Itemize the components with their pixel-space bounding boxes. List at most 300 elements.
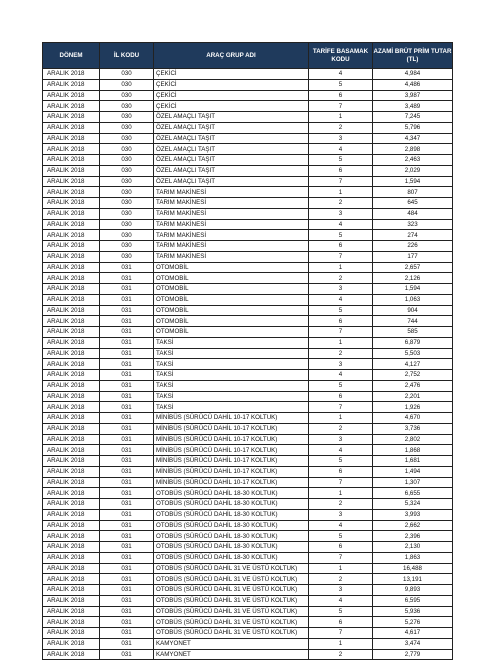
cell-il-kodu: 031 — [100, 628, 154, 639]
cell-arac-grup-adi: TAKSİ — [154, 337, 309, 348]
cell-donem: ARALIK 2018 — [43, 649, 100, 660]
cell-arac-grup-adi: TAKSİ — [154, 348, 309, 359]
cell-azami-prim: 3,474 — [373, 638, 453, 649]
cell-azami-prim: 2,802 — [373, 434, 453, 445]
table-row — [43, 348, 453, 359]
cell-donem: ARALIK 2018 — [43, 477, 100, 488]
cell-donem: ARALIK 2018 — [43, 79, 100, 90]
header-row — [43, 43, 453, 69]
cell-il-kodu: 031 — [100, 284, 154, 295]
table-row — [43, 79, 453, 90]
cell-donem: ARALIK 2018 — [43, 251, 100, 262]
cell-il-kodu: 031 — [100, 305, 154, 316]
cell-tarife-kodu: 2 — [309, 122, 373, 133]
cell-donem: ARALIK 2018 — [43, 101, 100, 112]
cell-donem: ARALIK 2018 — [43, 198, 100, 209]
cell-tarife-kodu: 2 — [309, 649, 373, 660]
cell-arac-grup-adi: KAMYONET — [154, 649, 309, 660]
cell-arac-grup-adi: OTOBÜS (SÜRÜCÜ DAHİL 18-30 KOLTUK) — [154, 542, 309, 553]
cell-donem: ARALIK 2018 — [43, 273, 100, 284]
cell-tarife-kodu: 2 — [309, 198, 373, 209]
tariff-table — [42, 42, 453, 660]
table-row — [43, 359, 453, 370]
cell-azami-prim: 4,670 — [373, 413, 453, 424]
cell-azami-prim: 3,736 — [373, 423, 453, 434]
cell-arac-grup-adi: ÇEKİCİ — [154, 101, 309, 112]
cell-tarife-kodu: 7 — [309, 176, 373, 187]
cell-tarife-kodu: 7 — [309, 402, 373, 413]
cell-arac-grup-adi: TAKSİ — [154, 402, 309, 413]
table-row — [43, 284, 453, 295]
cell-il-kodu: 031 — [100, 327, 154, 338]
cell-donem: ARALIK 2018 — [43, 348, 100, 359]
cell-azami-prim: 807 — [373, 187, 453, 198]
table-row — [43, 563, 453, 574]
cell-tarife-kodu: 7 — [309, 327, 373, 338]
table-row — [43, 262, 453, 273]
cell-azami-prim: 744 — [373, 316, 453, 327]
cell-donem: ARALIK 2018 — [43, 585, 100, 596]
cell-il-kodu: 031 — [100, 638, 154, 649]
cell-donem: ARALIK 2018 — [43, 628, 100, 639]
cell-il-kodu: 031 — [100, 370, 154, 381]
cell-donem: ARALIK 2018 — [43, 133, 100, 144]
cell-il-kodu: 030 — [100, 208, 154, 219]
table-row — [43, 101, 453, 112]
table-row — [43, 112, 453, 123]
cell-azami-prim: 274 — [373, 230, 453, 241]
cell-il-kodu: 031 — [100, 520, 154, 531]
cell-tarife-kodu: 3 — [309, 284, 373, 295]
cell-il-kodu: 031 — [100, 262, 154, 273]
cell-il-kodu: 031 — [100, 359, 154, 370]
cell-arac-grup-adi: OTOBÜS (SÜRÜCÜ DAHİL 18-30 KOLTUK) — [154, 499, 309, 510]
cell-arac-grup-adi: ÖZEL AMAÇLI TAŞIT — [154, 155, 309, 166]
header-azami-brut-prim: AZAMİ BRÜT PRİM TUTAR (TL) — [373, 43, 453, 69]
table-row — [43, 273, 453, 284]
cell-il-kodu: 030 — [100, 165, 154, 176]
cell-tarife-kodu: 6 — [309, 391, 373, 402]
cell-tarife-kodu: 4 — [309, 69, 373, 80]
cell-il-kodu: 031 — [100, 273, 154, 284]
cell-tarife-kodu: 1 — [309, 112, 373, 123]
cell-arac-grup-adi: OTOBÜS (SÜRÜCÜ DAHİL 31 VE ÜSTÜ KOLTUK) — [154, 574, 309, 585]
table-row — [43, 122, 453, 133]
cell-arac-grup-adi: OTOMOBİL — [154, 327, 309, 338]
cell-arac-grup-adi: MİNİBÜS (SÜRÜCÜ DAHİL 10-17 KOLTUK) — [154, 477, 309, 488]
table-row — [43, 606, 453, 617]
cell-azami-prim: 585 — [373, 327, 453, 338]
cell-donem: ARALIK 2018 — [43, 176, 100, 187]
cell-donem: ARALIK 2018 — [43, 423, 100, 434]
cell-donem: ARALIK 2018 — [43, 638, 100, 649]
cell-donem: ARALIK 2018 — [43, 466, 100, 477]
cell-tarife-kodu: 5 — [309, 606, 373, 617]
cell-arac-grup-adi: OTOMOBİL — [154, 305, 309, 316]
cell-donem: ARALIK 2018 — [43, 262, 100, 273]
cell-donem: ARALIK 2018 — [43, 219, 100, 230]
cell-tarife-kodu: 1 — [309, 262, 373, 273]
cell-azami-prim: 1,868 — [373, 445, 453, 456]
table-row — [43, 208, 453, 219]
cell-arac-grup-adi: TARIM MAKİNESİ — [154, 251, 309, 262]
cell-donem: ARALIK 2018 — [43, 509, 100, 520]
table-row — [43, 595, 453, 606]
cell-il-kodu: 030 — [100, 122, 154, 133]
table-header — [43, 43, 453, 69]
cell-azami-prim: 484 — [373, 208, 453, 219]
cell-arac-grup-adi: TARIM MAKİNESİ — [154, 187, 309, 198]
header-arac-grup-adi: ARAÇ GRUP ADI — [154, 43, 309, 69]
table-row — [43, 423, 453, 434]
cell-arac-grup-adi: OTOMOBİL — [154, 284, 309, 295]
cell-donem: ARALIK 2018 — [43, 370, 100, 381]
cell-il-kodu: 031 — [100, 402, 154, 413]
cell-azami-prim: 4,127 — [373, 359, 453, 370]
table-row — [43, 230, 453, 241]
cell-donem: ARALIK 2018 — [43, 402, 100, 413]
cell-donem: ARALIK 2018 — [43, 563, 100, 574]
cell-donem: ARALIK 2018 — [43, 359, 100, 370]
cell-donem: ARALIK 2018 — [43, 434, 100, 445]
cell-azami-prim: 5,936 — [373, 606, 453, 617]
table-row — [43, 187, 453, 198]
cell-arac-grup-adi: MİNİBÜS (SÜRÜCÜ DAHİL 10-17 KOLTUK) — [154, 445, 309, 456]
cell-azami-prim: 13,191 — [373, 574, 453, 585]
cell-tarife-kodu: 4 — [309, 294, 373, 305]
cell-il-kodu: 031 — [100, 585, 154, 596]
cell-azami-prim: 4,984 — [373, 69, 453, 80]
table-row — [43, 434, 453, 445]
cell-azami-prim: 645 — [373, 198, 453, 209]
cell-il-kodu: 031 — [100, 423, 154, 434]
cell-tarife-kodu: 6 — [309, 617, 373, 628]
cell-il-kodu: 031 — [100, 606, 154, 617]
table-row — [43, 133, 453, 144]
cell-azami-prim: 3,993 — [373, 509, 453, 520]
header-il-kodu: İL KODU — [100, 43, 154, 69]
cell-tarife-kodu: 7 — [309, 477, 373, 488]
cell-arac-grup-adi: OTOBÜS (SÜRÜCÜ DAHİL 31 VE ÜSTÜ KOLTUK) — [154, 606, 309, 617]
table-row — [43, 90, 453, 101]
cell-il-kodu: 030 — [100, 251, 154, 262]
cell-azami-prim: 16,488 — [373, 563, 453, 574]
table-row — [43, 198, 453, 209]
table-row — [43, 69, 453, 80]
cell-il-kodu: 031 — [100, 649, 154, 660]
cell-arac-grup-adi: OTOBÜS (SÜRÜCÜ DAHİL 31 VE ÜSTÜ KOLTUK) — [154, 617, 309, 628]
cell-il-kodu: 031 — [100, 445, 154, 456]
cell-azami-prim: 2,476 — [373, 380, 453, 391]
cell-tarife-kodu: 2 — [309, 273, 373, 284]
cell-donem: ARALIK 2018 — [43, 520, 100, 531]
cell-arac-grup-adi: OTOBÜS (SÜRÜCÜ DAHİL 31 VE ÜSTÜ KOLTUK) — [154, 628, 309, 639]
cell-arac-grup-adi: ÖZEL AMAÇLI TAŞIT — [154, 176, 309, 187]
cell-azami-prim: 7,245 — [373, 112, 453, 123]
table-row — [43, 316, 453, 327]
cell-il-kodu: 030 — [100, 230, 154, 241]
cell-azami-prim: 1,594 — [373, 176, 453, 187]
cell-azami-prim: 2,126 — [373, 273, 453, 284]
table-row — [43, 488, 453, 499]
cell-azami-prim: 5,503 — [373, 348, 453, 359]
cell-il-kodu: 031 — [100, 531, 154, 542]
cell-il-kodu: 031 — [100, 456, 154, 467]
cell-donem: ARALIK 2018 — [43, 595, 100, 606]
cell-donem: ARALIK 2018 — [43, 617, 100, 628]
table-row — [43, 509, 453, 520]
cell-il-kodu: 030 — [100, 133, 154, 144]
cell-donem: ARALIK 2018 — [43, 208, 100, 219]
cell-tarife-kodu: 1 — [309, 638, 373, 649]
cell-arac-grup-adi: MİNİBÜS (SÜRÜCÜ DAHİL 10-17 KOLTUK) — [154, 423, 309, 434]
cell-arac-grup-adi: TARIM MAKİNESİ — [154, 198, 309, 209]
cell-donem: ARALIK 2018 — [43, 499, 100, 510]
table-row — [43, 144, 453, 155]
cell-azami-prim: 2,657 — [373, 262, 453, 273]
cell-azami-prim: 1,681 — [373, 456, 453, 467]
cell-tarife-kodu: 6 — [309, 466, 373, 477]
cell-donem: ARALIK 2018 — [43, 380, 100, 391]
cell-azami-prim: 5,796 — [373, 122, 453, 133]
cell-il-kodu: 031 — [100, 563, 154, 574]
cell-il-kodu: 030 — [100, 69, 154, 80]
table-row — [43, 241, 453, 252]
cell-il-kodu: 030 — [100, 241, 154, 252]
cell-arac-grup-adi: MİNİBÜS (SÜRÜCÜ DAHİL 10-17 KOLTUK) — [154, 434, 309, 445]
cell-tarife-kodu: 1 — [309, 337, 373, 348]
cell-azami-prim: 2,029 — [373, 165, 453, 176]
cell-il-kodu: 031 — [100, 552, 154, 563]
table-row — [43, 574, 453, 585]
cell-il-kodu: 031 — [100, 499, 154, 510]
cell-il-kodu: 030 — [100, 219, 154, 230]
cell-tarife-kodu: 2 — [309, 348, 373, 359]
cell-tarife-kodu: 3 — [309, 208, 373, 219]
cell-azami-prim: 4,617 — [373, 628, 453, 639]
cell-donem: ARALIK 2018 — [43, 391, 100, 402]
cell-tarife-kodu: 4 — [309, 219, 373, 230]
cell-il-kodu: 031 — [100, 477, 154, 488]
cell-il-kodu: 031 — [100, 391, 154, 402]
cell-arac-grup-adi: TARIM MAKİNESİ — [154, 208, 309, 219]
cell-azami-prim: 5,324 — [373, 499, 453, 510]
table-row — [43, 585, 453, 596]
table-row — [43, 628, 453, 639]
cell-tarife-kodu: 7 — [309, 101, 373, 112]
table-row — [43, 466, 453, 477]
cell-tarife-kodu: 4 — [309, 445, 373, 456]
cell-azami-prim: 6,655 — [373, 488, 453, 499]
cell-il-kodu: 031 — [100, 509, 154, 520]
table-row — [43, 219, 453, 230]
table-row — [43, 176, 453, 187]
cell-il-kodu: 030 — [100, 198, 154, 209]
cell-tarife-kodu: 5 — [309, 79, 373, 90]
cell-arac-grup-adi: TAKSİ — [154, 359, 309, 370]
cell-donem: ARALIK 2018 — [43, 327, 100, 338]
cell-tarife-kodu: 1 — [309, 187, 373, 198]
table-row — [43, 294, 453, 305]
cell-il-kodu: 031 — [100, 413, 154, 424]
cell-donem: ARALIK 2018 — [43, 187, 100, 198]
cell-arac-grup-adi: ÇEKİCİ — [154, 90, 309, 101]
cell-arac-grup-adi: ÖZEL AMAÇLI TAŞIT — [154, 112, 309, 123]
cell-arac-grup-adi: TAKSİ — [154, 391, 309, 402]
cell-azami-prim: 2,201 — [373, 391, 453, 402]
cell-tarife-kodu: 4 — [309, 520, 373, 531]
cell-arac-grup-adi: OTOBÜS (SÜRÜCÜ DAHİL 31 VE ÜSTÜ KOLTUK) — [154, 563, 309, 574]
cell-donem: ARALIK 2018 — [43, 294, 100, 305]
cell-azami-prim: 9,893 — [373, 585, 453, 596]
table-row — [43, 617, 453, 628]
cell-tarife-kodu: 5 — [309, 531, 373, 542]
table-row — [43, 155, 453, 166]
cell-donem: ARALIK 2018 — [43, 284, 100, 295]
table-body — [43, 69, 453, 660]
cell-tarife-kodu: 7 — [309, 552, 373, 563]
cell-tarife-kodu: 6 — [309, 241, 373, 252]
cell-tarife-kodu: 3 — [309, 359, 373, 370]
cell-arac-grup-adi: OTOMOBİL — [154, 316, 309, 327]
cell-tarife-kodu: 3 — [309, 585, 373, 596]
cell-arac-grup-adi: OTOMOBİL — [154, 273, 309, 284]
cell-il-kodu: 031 — [100, 574, 154, 585]
cell-il-kodu: 031 — [100, 617, 154, 628]
cell-donem: ARALIK 2018 — [43, 445, 100, 456]
cell-donem: ARALIK 2018 — [43, 122, 100, 133]
cell-tarife-kodu: 6 — [309, 165, 373, 176]
cell-il-kodu: 031 — [100, 316, 154, 327]
table-row — [43, 552, 453, 563]
cell-azami-prim: 1,063 — [373, 294, 453, 305]
cell-donem: ARALIK 2018 — [43, 144, 100, 155]
tariff-table-sheet — [42, 42, 452, 660]
cell-tarife-kodu: 6 — [309, 316, 373, 327]
cell-donem: ARALIK 2018 — [43, 90, 100, 101]
cell-tarife-kodu: 5 — [309, 305, 373, 316]
cell-arac-grup-adi: ÖZEL AMAÇLI TAŞIT — [154, 144, 309, 155]
cell-arac-grup-adi: OTOBÜS (SÜRÜCÜ DAHİL 18-30 KOLTUK) — [154, 552, 309, 563]
cell-donem: ARALIK 2018 — [43, 574, 100, 585]
cell-azami-prim: 5,276 — [373, 617, 453, 628]
cell-donem: ARALIK 2018 — [43, 316, 100, 327]
cell-tarife-kodu: 5 — [309, 456, 373, 467]
cell-azami-prim: 1,307 — [373, 477, 453, 488]
cell-tarife-kodu: 5 — [309, 380, 373, 391]
cell-donem: ARALIK 2018 — [43, 531, 100, 542]
cell-il-kodu: 030 — [100, 176, 154, 187]
cell-arac-grup-adi: ÇEKİCİ — [154, 69, 309, 80]
table-row — [43, 456, 453, 467]
header-donem: DÖNEM — [43, 43, 100, 69]
cell-tarife-kodu: 1 — [309, 488, 373, 499]
cell-il-kodu: 031 — [100, 542, 154, 553]
cell-arac-grup-adi: TAKSİ — [154, 370, 309, 381]
table-row — [43, 477, 453, 488]
table-row — [43, 391, 453, 402]
cell-donem: ARALIK 2018 — [43, 112, 100, 123]
cell-donem: ARALIK 2018 — [43, 69, 100, 80]
cell-azami-prim: 2,779 — [373, 649, 453, 660]
table-row — [43, 402, 453, 413]
cell-il-kodu: 031 — [100, 348, 154, 359]
cell-azami-prim: 226 — [373, 241, 453, 252]
cell-arac-grup-adi: MİNİBÜS (SÜRÜCÜ DAHİL 10-17 KOLTUK) — [154, 413, 309, 424]
cell-il-kodu: 031 — [100, 434, 154, 445]
cell-arac-grup-adi: ÖZEL AMAÇLI TAŞIT — [154, 122, 309, 133]
cell-azami-prim: 1,863 — [373, 552, 453, 563]
cell-il-kodu: 030 — [100, 112, 154, 123]
cell-arac-grup-adi: TAKSİ — [154, 380, 309, 391]
cell-donem: ARALIK 2018 — [43, 456, 100, 467]
cell-donem: ARALIK 2018 — [43, 337, 100, 348]
cell-arac-grup-adi: KAMYONET — [154, 638, 309, 649]
cell-azami-prim: 3,489 — [373, 101, 453, 112]
cell-arac-grup-adi: TARIM MAKİNESİ — [154, 230, 309, 241]
cell-azami-prim: 1,926 — [373, 402, 453, 413]
cell-arac-grup-adi: OTOBÜS (SÜRÜCÜ DAHİL 18-30 KOLTUK) — [154, 520, 309, 531]
cell-donem: ARALIK 2018 — [43, 488, 100, 499]
cell-il-kodu: 030 — [100, 90, 154, 101]
cell-azami-prim: 323 — [373, 219, 453, 230]
cell-azami-prim: 3,987 — [373, 90, 453, 101]
cell-arac-grup-adi: TARIM MAKİNESİ — [154, 219, 309, 230]
cell-arac-grup-adi: ÇEKİCİ — [154, 79, 309, 90]
cell-azami-prim: 1,594 — [373, 284, 453, 295]
cell-tarife-kodu: 7 — [309, 251, 373, 262]
cell-donem: ARALIK 2018 — [43, 165, 100, 176]
table-row — [43, 649, 453, 660]
cell-azami-prim: 2,463 — [373, 155, 453, 166]
cell-tarife-kodu: 2 — [309, 423, 373, 434]
cell-azami-prim: 6,879 — [373, 337, 453, 348]
cell-tarife-kodu: 3 — [309, 434, 373, 445]
table-row — [43, 499, 453, 510]
cell-donem: ARALIK 2018 — [43, 305, 100, 316]
table-row — [43, 380, 453, 391]
cell-donem: ARALIK 2018 — [43, 606, 100, 617]
cell-arac-grup-adi: OTOBÜS (SÜRÜCÜ DAHİL 31 VE ÜSTÜ KOLTUK) — [154, 585, 309, 596]
cell-azami-prim: 4,486 — [373, 79, 453, 90]
cell-tarife-kodu: 4 — [309, 144, 373, 155]
table-row — [43, 542, 453, 553]
cell-donem: ARALIK 2018 — [43, 542, 100, 553]
table-row — [43, 445, 453, 456]
cell-azami-prim: 177 — [373, 251, 453, 262]
cell-azami-prim: 4,347 — [373, 133, 453, 144]
cell-azami-prim: 2,662 — [373, 520, 453, 531]
table-row — [43, 520, 453, 531]
table-row — [43, 413, 453, 424]
cell-arac-grup-adi: MİNİBÜS (SÜRÜCÜ DAHİL 10-17 KOLTUK) — [154, 456, 309, 467]
table-row — [43, 531, 453, 542]
table-row — [43, 337, 453, 348]
cell-tarife-kodu: 2 — [309, 499, 373, 510]
cell-tarife-kodu: 5 — [309, 155, 373, 166]
cell-tarife-kodu: 1 — [309, 563, 373, 574]
cell-tarife-kodu: 1 — [309, 413, 373, 424]
cell-il-kodu: 031 — [100, 595, 154, 606]
cell-tarife-kodu: 7 — [309, 628, 373, 639]
cell-donem: ARALIK 2018 — [43, 413, 100, 424]
cell-arac-grup-adi: OTOBÜS (SÜRÜCÜ DAHİL 18-30 KOLTUK) — [154, 509, 309, 520]
cell-il-kodu: 031 — [100, 466, 154, 477]
cell-arac-grup-adi: MİNİBÜS (SÜRÜCÜ DAHİL 10-17 KOLTUK) — [154, 466, 309, 477]
cell-il-kodu: 031 — [100, 294, 154, 305]
table-row — [43, 327, 453, 338]
cell-donem: ARALIK 2018 — [43, 552, 100, 563]
